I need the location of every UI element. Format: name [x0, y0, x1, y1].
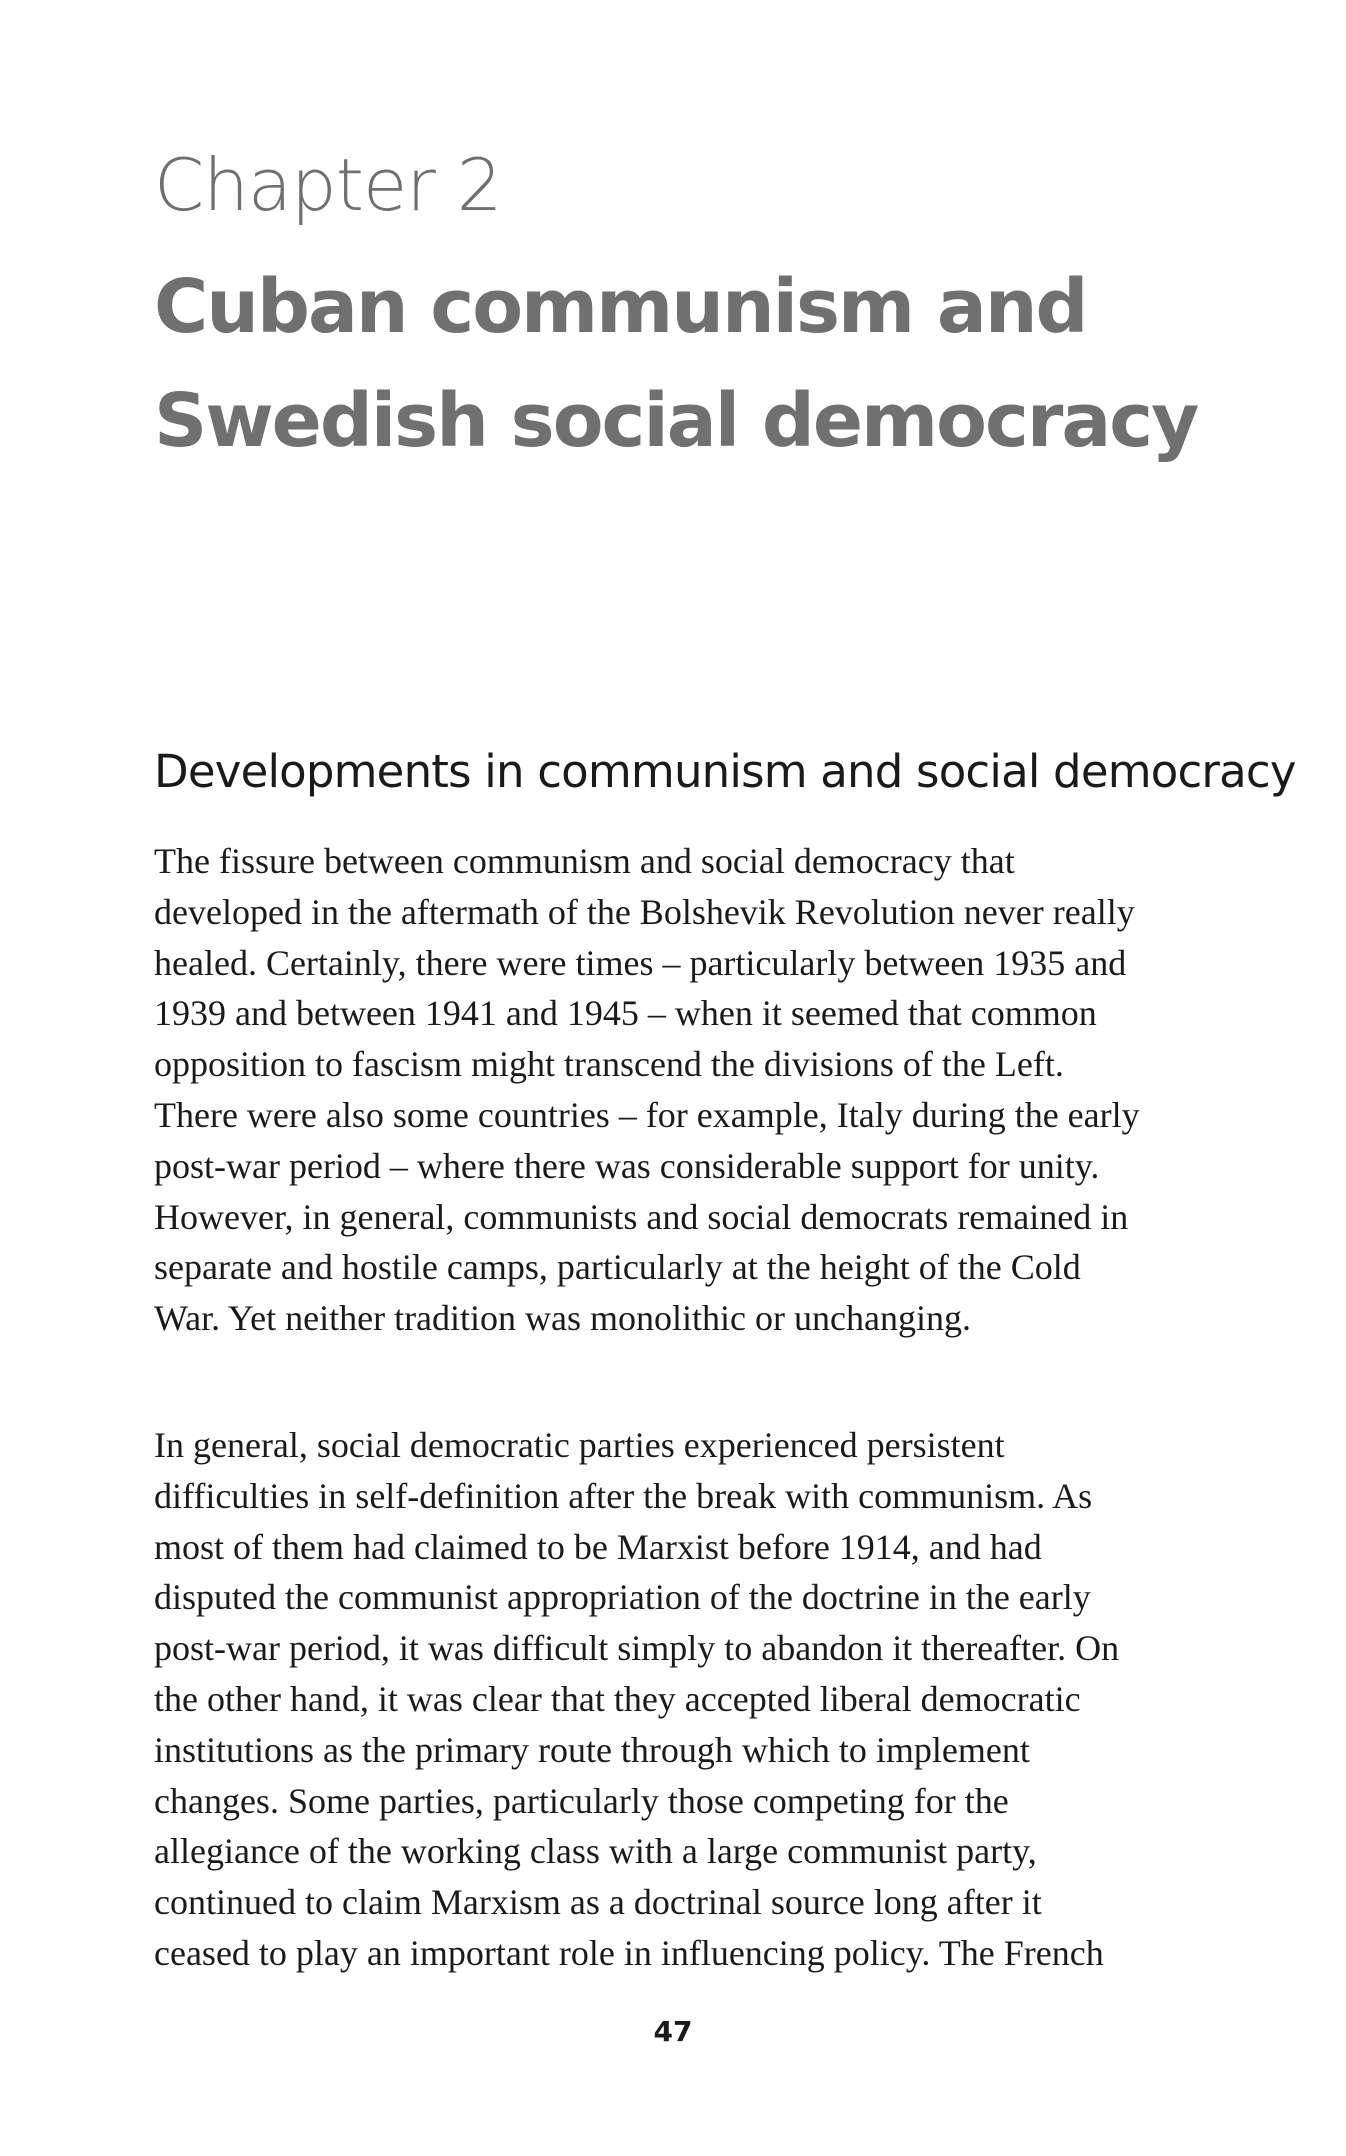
body-paragraph: [154, 1420, 1234, 1979]
paragraph-line: War. Yet neither tradition was monolithic or unchanging.: [154, 1298, 971, 1339]
paragraph-line: difficulties in self-definition after the break with communism. As: [154, 1475, 1093, 1516]
paragraph-line: allegiance of the working class with a large communist party,: [154, 1831, 1037, 1872]
chapter-title: [154, 250, 1254, 478]
paragraph-line: continued to claim Marxism as a doctrinal source long after it: [154, 1882, 1042, 1923]
chapter-label: Chapter 2: [154, 143, 502, 227]
chapter-title-line: Cuban communism and: [154, 264, 1087, 350]
paragraph-line: ceased to play an important role in influencing policy. The French: [154, 1932, 1104, 1973]
section-heading: Developments in communism and social democracy: [154, 745, 1296, 798]
body-paragraph: [154, 836, 1234, 1344]
paragraph-line: post-war period, it was difficult simply to abandon it thereafter. On: [154, 1628, 1120, 1669]
paragraph-line: In general, social democratic parties experienced persistent: [154, 1425, 1005, 1465]
paragraph-line: changes. Some parties, particularly those competing for the: [154, 1780, 1009, 1821]
paragraph-line: institutions as the primary route through which to implement: [154, 1729, 1030, 1770]
paragraph-line: separate and hostile camps, particularly at the height of the Cold: [154, 1247, 1081, 1288]
paragraph-line: The fissure between communism and social democracy that: [154, 841, 1015, 881]
paragraph-line: healed. Certainly, there were times – particularly between 1935 and: [154, 942, 1127, 983]
chapter-title-line: Swedish social democracy: [154, 378, 1198, 464]
paragraph-line: disputed the communist appropriation of the doctrine in the early: [154, 1577, 1091, 1618]
paragraph-line: There were also some countries – for example, Italy during the early: [154, 1094, 1140, 1135]
paragraph-line: opposition to fascism might transcend the divisions of the Left.: [154, 1044, 1064, 1085]
paragraph-line: the other hand, it was clear that they accepted liberal democratic: [154, 1678, 1081, 1719]
page-number: 47: [653, 2015, 693, 2048]
paragraph-line: most of them had claimed to be Marxist before 1914, and had: [154, 1526, 1042, 1567]
paragraph-line: developed in the aftermath of the Bolshevik Revolution never really: [154, 891, 1135, 932]
paragraph-line: 1939 and between 1941 and 1945 – when it seemed that common: [154, 993, 1097, 1034]
paragraph-line: However, in general, communists and social democrats remained in: [154, 1196, 1129, 1237]
paragraph-line: post-war period – where there was considerable support for unity.: [154, 1145, 1100, 1186]
